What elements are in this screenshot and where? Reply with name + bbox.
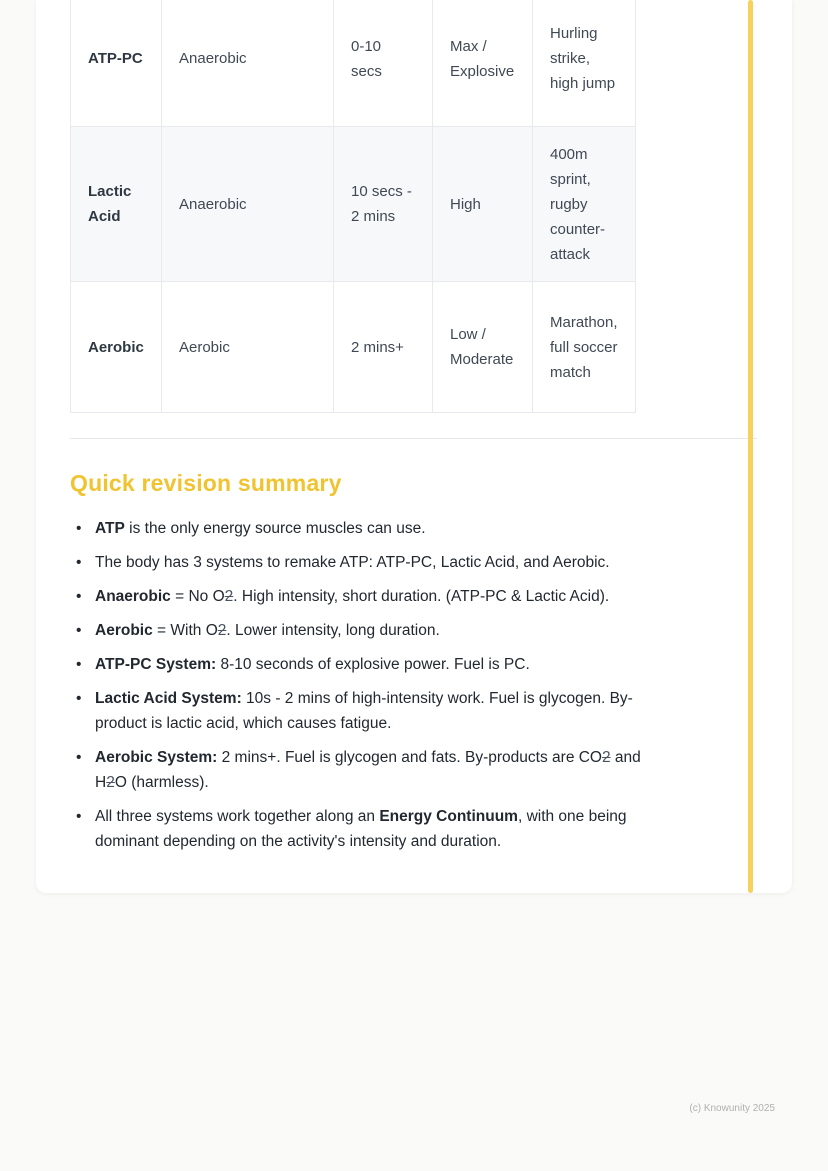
document-card: [36, 0, 792, 893]
cell-type: Anaerobic: [162, 127, 334, 282]
cell-type: Anaerobic: [162, 0, 334, 127]
cell-examples: 400m sprint, rugby counter-attack: [533, 127, 636, 282]
summary-list: [70, 516, 662, 854]
section-heading: Quick revision summary: [70, 470, 342, 496]
list-item: • Lactic Acid System: 10s - 2 mins of high-intensity work. Fuel is glycogen. By-product is lactic acid, which causes fatigue.: [70, 686, 662, 736]
cell-examples: Marathon, full soccer match: [533, 282, 636, 413]
section-divider: [70, 438, 757, 439]
cell-type: Aerobic: [162, 282, 334, 413]
cell-intensity: Max / Explosive: [433, 0, 533, 127]
table-row: [71, 127, 636, 282]
copyright-text: (c) Knowunity 2025: [689, 1103, 775, 1114]
cell-intensity: High: [433, 127, 533, 282]
list-item: • The body has 3 systems to remake ATP: ATP-PC, Lactic Acid, and Aerobic.: [70, 550, 662, 575]
cell-duration: 10 secs - 2 mins: [334, 127, 433, 282]
list-item: • ATP-PC System: 8-10 seconds of explosive power. Fuel is PC.: [70, 652, 662, 677]
table-row: [71, 0, 636, 127]
cell-examples: Hurling strike, high jump: [533, 0, 636, 127]
list-item: • Aerobic System: 2 mins+. Fuel is glycogen and fats. By-products are CO2 and H2O (harmless).: [70, 745, 662, 795]
energy-systems-table: [70, 0, 636, 413]
cell-intensity: Low / Moderate: [433, 282, 533, 413]
list-item: • All three systems work together along an Energy Continuum, with one being dominant depending on the activity's intensity and duration.: [70, 804, 662, 854]
cell-system: ATP-PC: [71, 0, 162, 127]
cell-system: Aerobic: [71, 282, 162, 413]
list-item: • Aerobic = With O2. Lower intensity, long duration.: [70, 618, 662, 643]
list-item: • Anaerobic = No O2. High intensity, short duration. (ATP-PC & Lactic Acid).: [70, 584, 662, 609]
scrollbar-thumb[interactable]: [748, 0, 753, 893]
table-row: [71, 282, 636, 413]
cell-duration: 2 mins+: [334, 282, 433, 413]
list-item: • ATP is the only energy source muscles can use.: [70, 516, 662, 541]
cell-system: Lactic Acid: [71, 127, 162, 282]
cell-duration: 0-10 secs: [334, 0, 433, 127]
